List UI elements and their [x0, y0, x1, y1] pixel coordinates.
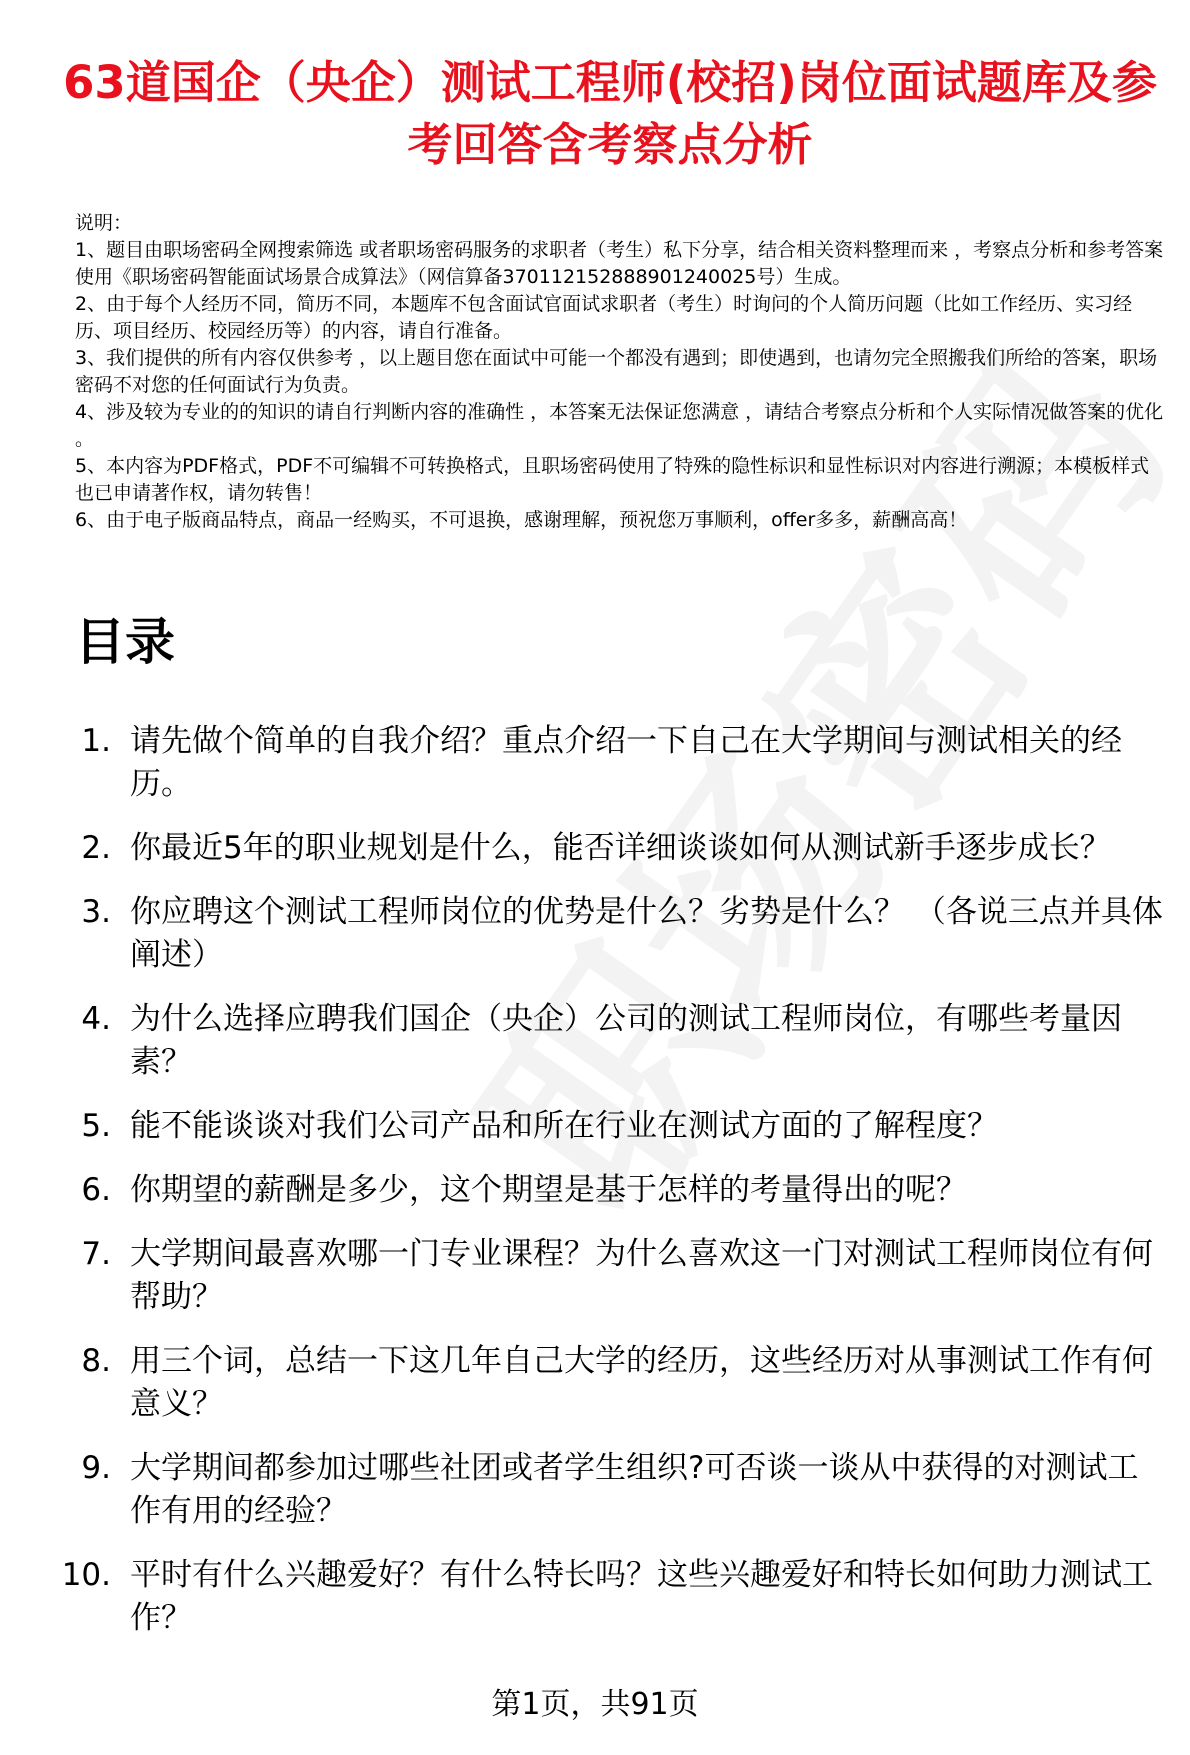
document-title: 63道国企（央企）测试工程师(校招)岗位面试题库及参考回答含考察点分析: [63, 56, 1157, 171]
toc-item-text: 你期望的薪酬是多少，这个期望是基于怎样的考量得出的呢？: [130, 1172, 967, 1208]
toc-item-text: 平时有什么兴趣爱好？有什么特长吗？这些兴趣爱好和特长如何助力测试工作？: [130, 1557, 1153, 1636]
note-item: 5、本内容为PDF格式，PDF不可编辑不可转换格式，且职场密码使用了特殊的隐性标识和显性标识对内容进行溯源；本模板样式也已申请著作权，请勿转售！: [75, 455, 1150, 504]
toc-item-number: 3.: [81, 894, 111, 930]
toc-item[interactable]: [75, 827, 1165, 870]
note-item: 1、题目由职场密码全网搜索筛选 或者职场密码服务的求职者（考生）私下分享，结合相关资料整理而来 ，考察点分析和参考答案使用《职场密码智能面试场景合成算法》（网信算备370112152888901240025号）生成。: [75, 239, 1164, 288]
notes-label: 说明：: [75, 212, 133, 234]
toc-item[interactable]: [75, 1447, 1165, 1533]
toc-item-text: 能不能谈谈对我们公司产品和所在行业在测试方面的了解程度？: [130, 1108, 998, 1144]
toc-item-number: 5.: [81, 1108, 111, 1144]
toc-item[interactable]: [61, 1554, 1165, 1640]
toc-item-number: 10.: [61, 1557, 111, 1593]
toc-item-text: 你应聘这个测试工程师岗位的优势是什么？劣势是什么？ （各说三点并具体阐述）: [130, 894, 1163, 973]
toc-item[interactable]: [75, 1105, 1165, 1148]
toc-item-number: 2.: [81, 830, 111, 866]
toc-item-number: 8.: [81, 1343, 111, 1379]
toc-item[interactable]: [75, 1233, 1165, 1319]
notes-section: [75, 210, 1165, 534]
note-item: 4、涉及较为专业的的知识的请自行判断内容的准确性 ，本答案无法保证您满意 ，请结合考察点分析和个人实际情况做答案的优化 。: [75, 401, 1164, 450]
toc-item[interactable]: [75, 891, 1165, 977]
note-item: 3、我们提供的所有内容仅供参考 ，以上题目您在面试中可能一个都没有遇到；即使遇到，也请勿完全照搬我们所给的答案，职场密码不对您的任何面试行为负责。: [75, 347, 1158, 396]
note-item: 6、由于电子版商品特点，商品一经购买，不可退换，感谢理解，预祝您万事顺利，offer多多，薪酬高高！: [75, 509, 968, 531]
page-number-footer: 第1页，共91页: [491, 1687, 699, 1722]
toc-item[interactable]: [75, 1169, 1165, 1212]
toc-item-text: 大学期间最喜欢哪一门专业课程？为什么喜欢这一门对测试工程师岗位有何帮助？: [130, 1236, 1153, 1315]
toc-item[interactable]: [75, 998, 1165, 1084]
toc-item-number: 9.: [81, 1450, 111, 1486]
toc-item[interactable]: [75, 720, 1165, 806]
toc-item-number: 6.: [81, 1172, 111, 1208]
toc-item[interactable]: [75, 1340, 1165, 1426]
toc-heading: 目录: [75, 613, 175, 671]
toc-item-number: 4.: [81, 1001, 111, 1037]
table-of-contents: [61, 720, 1165, 1661]
toc-item-text: 大学期间都参加过哪些社团或者学生组织?可否谈一谈从中获得的对测试工作有用的经验？: [130, 1450, 1139, 1529]
toc-item-text: 请先做个简单的自我介绍？重点介绍一下自己在大学期间与测试相关的经历。: [130, 723, 1122, 802]
toc-item-number: 1.: [81, 723, 111, 759]
toc-item-text: 你最近5年的职业规划是什么，能否详细谈谈如何从测试新手逐步成长？: [130, 830, 1111, 866]
toc-item-text: 用三个词，总结一下这几年自己大学的经历，这些经历对从事测试工作有何意义？: [130, 1343, 1153, 1422]
toc-item-number: 7.: [81, 1236, 111, 1272]
note-item: 2、由于每个人经历不同，简历不同，本题库不包含面试官面试求职者（考生）时询问的个人简历问题（比如工作经历、实习经历、项目经历、校园经历等）的内容，请自行准备。: [75, 293, 1133, 342]
toc-item-text: 为什么选择应聘我们国企（央企）公司的测试工程师岗位，有哪些考量因素？: [130, 1001, 1122, 1080]
